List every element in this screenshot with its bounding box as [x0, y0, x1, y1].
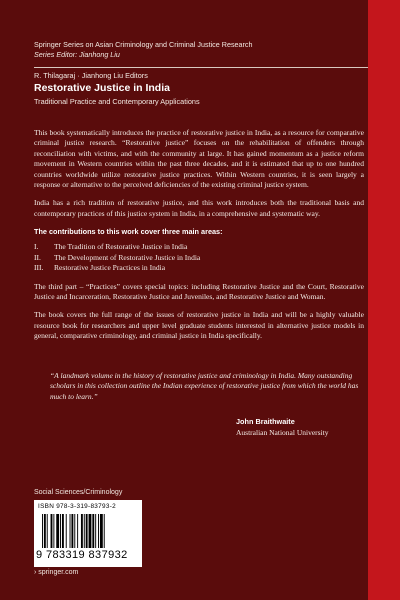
barcode-bar	[86, 514, 88, 548]
barcode-bar	[100, 514, 103, 548]
barcode-bars	[42, 514, 136, 548]
barcode-bar	[77, 514, 78, 548]
barcode-bar	[66, 514, 67, 548]
barcode-bar	[84, 514, 85, 548]
list-item: II. The Development of Restorative Justice in India	[34, 252, 201, 262]
book-subtitle: Traditional Practice and Contemporary Applications	[34, 97, 200, 106]
list-item: I. The Tradition of Restorative Justice in India	[34, 242, 188, 252]
blurb	[34, 128, 364, 350]
barcode-bar	[62, 514, 64, 548]
book-title: Restorative Justice in India	[34, 82, 170, 94]
series-editor: Series Editor: Jianhong Liu	[34, 50, 120, 60]
barcode-bar	[70, 514, 71, 548]
barcode-bar	[89, 514, 92, 548]
blurb-paragraph: India has a rich tradition of restorative justice, and this work introduces both the traditional basis and contemporary practices of this justice system in India, in a comprehensive and systematic way.	[34, 198, 364, 218]
barcode-bar	[60, 514, 61, 548]
blurb-paragraph: The third part – “Practices” covers special topics: including Restorative Justice and the Court, Restorative Justice and Incarceration, Restorative Justice and Juveniles, and Restorative Justice and Woman.	[34, 281, 364, 301]
list-item: III. Restorative Justice Practices in India	[34, 263, 166, 273]
barcode-bar	[56, 514, 59, 548]
barcode-bar	[92, 514, 94, 548]
barcode-bar	[98, 514, 99, 548]
isbn-digits: 9 783319 837932	[36, 549, 128, 561]
areas-list	[34, 242, 364, 273]
publisher-url: › springer.com	[34, 569, 79, 576]
barcode-bar	[95, 514, 96, 548]
isbn-label: ISBN 978-3-319-83793-2	[38, 503, 117, 510]
contributions-heading: The contributions to this work cover three main areas:	[34, 227, 223, 237]
series-name: Springer Series on Asian Criminology and Criminal Justice Research	[34, 40, 253, 49]
barcode-bar	[44, 514, 46, 548]
blurb-paragraph: The book covers the full range of the issues of restorative justice in India and will be a highly valuable resource book for researchers and upper level graduate students interested in alternative justice models in general, comparative criminology, and criminal justice in India specifically.	[34, 310, 364, 341]
subject-category: Social Sciences/Criminology	[34, 489, 123, 496]
isbn-barcode	[34, 500, 142, 567]
barcode-bar	[51, 514, 53, 548]
blurb-paragraph: This book systematically introduces the practice of restorative justice in India, as a resource for comparative criminal justice research. “Restorative justice” focuses on the rehabilitation of offenders through reconciliation with victims, and with the community at large. It has gained momentum as a justice reform movement in Western countries within the past three decades, and it is estimated that up to one hundred countries worldwide utilize restorative justice practices. Within Western countries, it is seen largely a response or alternative to the perceived deficiencies of the existing criminal justice system.	[34, 128, 364, 190]
series-info	[34, 40, 364, 61]
barcode-bar	[81, 514, 83, 548]
divider	[34, 67, 368, 68]
endorsement-affiliation: Australian National University	[236, 428, 329, 437]
endorsement-author: John Braithwaite	[236, 417, 295, 426]
barcode-bar	[71, 514, 73, 548]
book-authors: R. Thilagaraj · Jianhong Liu Editors	[34, 71, 148, 80]
barcode-bar	[47, 514, 48, 548]
endorsement-quote: “A landmark volume in the history of restorative justice and criminology in India. Many outstanding scholars in this collection outline the Indian experience of restorative justice from which the world has much to learn.”	[50, 371, 359, 401]
barcode-bar	[42, 514, 43, 548]
accent-strip	[368, 0, 400, 600]
barcode-bar	[53, 514, 54, 548]
barcode-bar	[104, 514, 105, 548]
barcode-bar	[74, 514, 75, 548]
